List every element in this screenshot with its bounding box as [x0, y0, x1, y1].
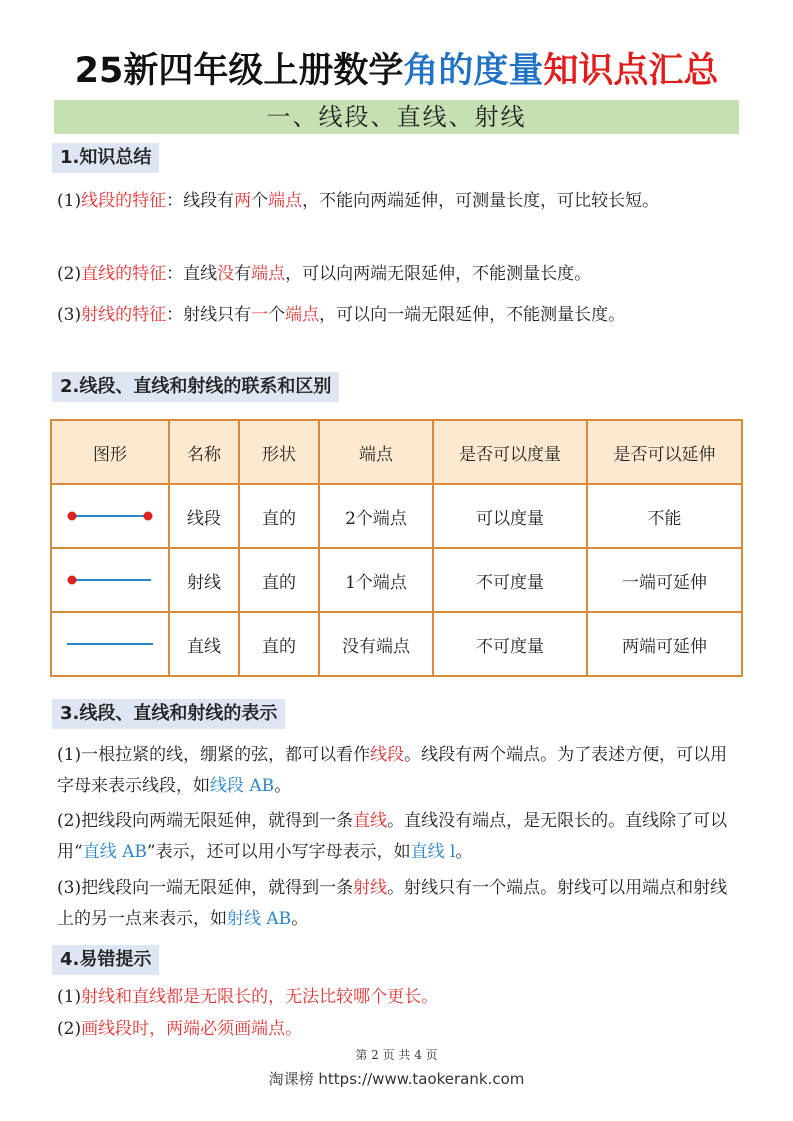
s3-p2-a: (2)把线段向两端无限延伸，就得到一条: [57, 811, 354, 831]
col-header: 是否可以度量: [433, 420, 587, 484]
comparison-table: [50, 419, 743, 677]
cell-ends: 没有端点: [319, 612, 433, 676]
s4-tip2: [57, 1013, 742, 1045]
s1-point2: [57, 258, 742, 290]
cell-ends: 1个端点: [319, 548, 433, 612]
title-part2: 角的度量: [403, 51, 544, 91]
segment-diagram: [65, 509, 155, 523]
s1-p2-e: ，可以向两端无限延伸，不能测量长度。: [285, 264, 592, 284]
ray-figure: [51, 548, 169, 612]
line-figure: [51, 612, 169, 676]
s3-p2-b: 直线: [353, 811, 388, 831]
endpoint-dot: [68, 512, 77, 521]
section3-heading: 3.线段、直线和射线的表示: [52, 699, 285, 729]
col-header: 图形: [51, 420, 169, 484]
s1-p1-c: 个: [251, 191, 269, 211]
cell-extend: 一端可延伸: [587, 548, 742, 612]
ray-diagram: [65, 573, 155, 587]
cell-measure: 不可度量: [433, 548, 587, 612]
s1-p1-b: 两: [234, 191, 252, 211]
s1-point1: [57, 185, 742, 217]
line-diagram: [65, 637, 155, 651]
table-header-row: [51, 420, 742, 484]
cell-shape: 直的: [239, 484, 319, 548]
s3-p1-e: 。: [274, 776, 292, 796]
section2-heading: 2.线段、直线和射线的联系和区别: [52, 372, 339, 402]
s3-p1-d: 线段 AB: [210, 776, 275, 796]
cell-extend: 两端可延伸: [587, 612, 742, 676]
table-row: [51, 548, 742, 612]
s3-point2: [57, 806, 742, 868]
title-part3: 知识点汇总: [543, 51, 719, 91]
s3-p3-d: 射线 AB: [227, 909, 292, 929]
s3-p2-f: 直线 l: [410, 842, 456, 862]
title-part1: 25新四年级上册数学: [74, 51, 404, 91]
s4-p2-num: (2): [57, 1019, 82, 1039]
page-title: [0, 46, 793, 96]
s3-p3-c: 。射线只有一个端点。射线可以用端点和射线上的另一点来表示，如: [57, 878, 728, 929]
s1-p2-key: 直线的特征: [81, 264, 167, 284]
col-header: 是否可以延伸: [587, 420, 742, 484]
s1-p3-num: (3): [57, 305, 82, 325]
section4-heading: 4.易错提示: [52, 945, 159, 975]
s4-p1-text: 射线和直线都是无限长的，无法比较哪个更长。: [81, 987, 439, 1007]
table-row: [51, 612, 742, 676]
s1-p3-a: ：射线只有: [166, 305, 252, 325]
s1-p3-b: 一: [251, 305, 269, 325]
s1-p1-num: (1): [57, 191, 82, 211]
table-row: [51, 484, 742, 548]
cell-extend: 不能: [587, 484, 742, 548]
s3-p1-b: 线段: [370, 745, 405, 765]
s1-p3-e: ，可以向一端无限延伸，不能测量长度。: [319, 305, 626, 325]
col-header: 形状: [239, 420, 319, 484]
cell-measure: 不可度量: [433, 612, 587, 676]
s1-p2-b: 没: [217, 264, 235, 284]
s3-p2-c: 。直线没有端点，是无限长的。直线除了可以用“: [57, 811, 728, 862]
cell-shape: 直的: [239, 548, 319, 612]
s1-p3-d: 端点: [285, 305, 320, 325]
s3-point3: [57, 873, 742, 935]
s3-p3-b: 射线: [353, 878, 388, 898]
cell-ends: 2个端点: [319, 484, 433, 548]
s4-tip1: [57, 981, 742, 1013]
site-watermark: 淘课榜 https://www.taokerank.com: [268, 1070, 525, 1088]
endpoint-dot: [144, 512, 153, 521]
col-header: 端点: [319, 420, 433, 484]
s3-p1-c: 。线段有两个端点。为了表述方便，可以用字母来表示线段，如: [57, 745, 728, 796]
s1-p2-num: (2): [57, 264, 82, 284]
cell-name: 线段: [169, 484, 239, 548]
s1-p3-key: 射线的特征: [81, 305, 167, 325]
cell-shape: 直的: [239, 612, 319, 676]
s3-p2-g: 。: [455, 842, 473, 862]
s3-p2-e: ”表示，还可以用小写字母表示，如: [146, 842, 411, 862]
s4-p1-num: (1): [57, 987, 82, 1007]
s3-p1-a: (1)一根拉紧的线，绷紧的弦，都可以看作: [57, 745, 371, 765]
s1-point3: [57, 299, 742, 331]
s1-p1-e: ，不能向两端延伸，可测量长度，可比较长短。: [302, 191, 660, 211]
section-band: 一、线段、直线、射线: [54, 100, 739, 134]
s1-p2-d: 端点: [251, 264, 286, 284]
col-header: 名称: [169, 420, 239, 484]
s1-p2-a: ：直线: [166, 264, 218, 284]
s1-p1-d: 端点: [268, 191, 303, 211]
endpoint-dot: [68, 576, 77, 585]
cell-name: 射线: [169, 548, 239, 612]
s3-point1: [57, 740, 742, 802]
s1-p2-c: 有: [234, 264, 252, 284]
s3-p3-a: (3)把线段向一端无限延伸，就得到一条: [57, 878, 354, 898]
s1-p1-key: 线段的特征: [81, 191, 167, 211]
s1-p1-a: ：线段有: [166, 191, 235, 211]
section1-heading: 1.知识总结: [52, 143, 159, 173]
cell-measure: 可以度量: [433, 484, 587, 548]
s4-p2-text: 画线段时，两端必须画端点。: [81, 1019, 303, 1039]
s1-p3-c: 个: [268, 305, 286, 325]
s3-p2-d: 直线 AB: [82, 842, 147, 862]
s3-p3-e: 。: [291, 909, 309, 929]
segment-figure: [51, 484, 169, 548]
page-number: 第 2 页 共 4 页: [355, 1048, 438, 1062]
cell-name: 直线: [169, 612, 239, 676]
